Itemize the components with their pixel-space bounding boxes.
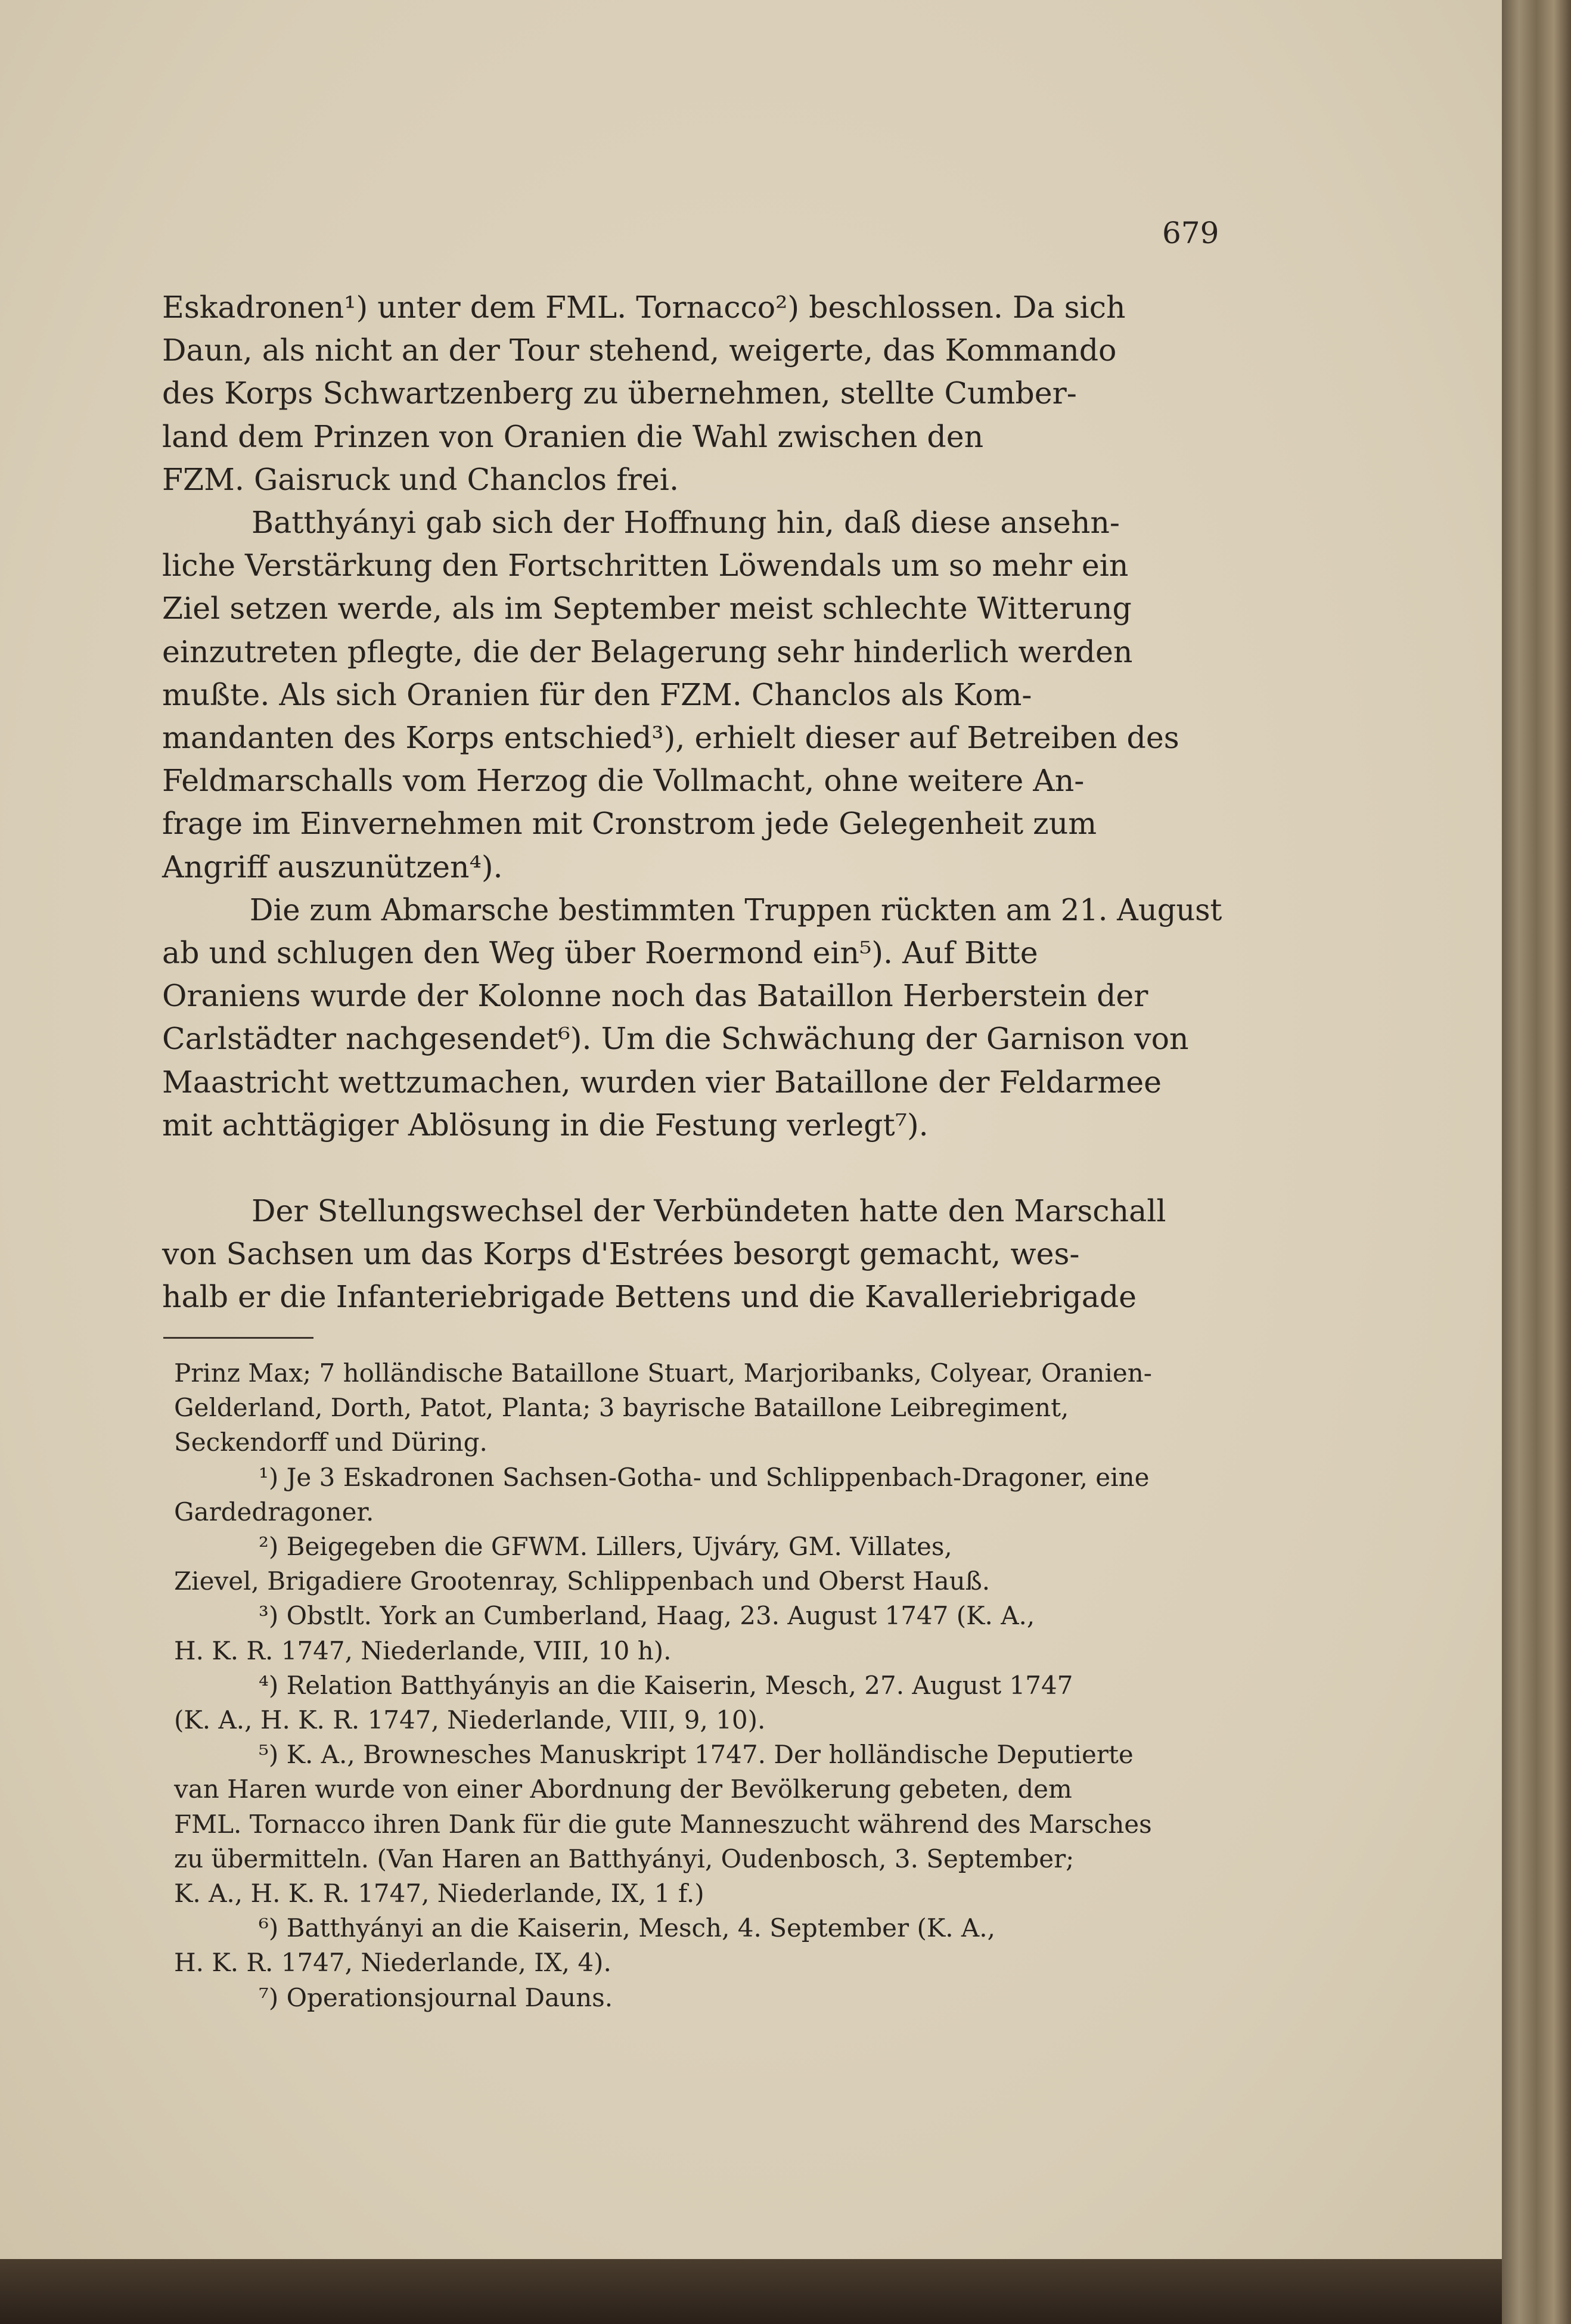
body-line: Oraniens wurde der Kolonne noch das Bataillon Herberstein der — [162, 978, 1148, 1014]
body-line: mandanten des Korps entschied³), erhielt dieser auf Betreiben des — [162, 720, 1179, 756]
page-number: 679 — [1162, 216, 1219, 250]
body-line: liche Verstärkung den Fortschritten Löwendals um so mehr ein — [162, 548, 1129, 584]
footnote-line: ⁴) Relation Batthyányis an die Kaiserin, Mesch, 27. August 1747 — [259, 1670, 1073, 1700]
main-text — [162, 286, 1224, 1319]
body-line: land dem Prinzen von Oranien die Wahl zwischen den — [162, 418, 984, 454]
footnote-line: ⁷) Operationsjournal Dauns. — [259, 1982, 613, 2012]
book-bottom-shadow — [0, 2259, 1502, 2324]
footnote-line: ⁵) K. A., Brownesches Manuskript 1747. Der holländische Deputierte — [259, 1740, 1134, 1770]
body-line: Maastricht wettzumachen, wurden vier Bataillone der Feldarmee — [162, 1064, 1162, 1100]
footnote-line: K. A., H. K. R. 1747, Niederlande, IX, 1 f.) — [174, 1879, 704, 1909]
body-line: Daun, als nicht an der Tour stehend, weigerte, das Kommando — [162, 333, 1117, 368]
footnotes — [174, 1356, 1241, 2015]
body-line: Die zum Abmarsche bestimmten Truppen rückten am 21. August — [249, 892, 1222, 927]
footnote-line: Gardedragoner. — [174, 1497, 374, 1526]
footnote-line: H. K. R. 1747, Niederlande, IX, 4). — [174, 1948, 611, 1978]
footnote-line: Prinz Max; 7 holländische Bataillone Stuart, Marjoribanks, Colyear, Oranien- — [174, 1358, 1152, 1388]
section-gap — [162, 1147, 1224, 1190]
body-line: mit achttägiger Ablösung in die Festung verlegt⁷). — [162, 1107, 929, 1143]
footnote-line: zu übermitteln. (Van Haren an Batthyányi, Oudenbosch, 3. September; — [174, 1844, 1075, 1873]
body-line: einzutreten pflegte, die der Belagerung sehr hinderlich werden — [162, 634, 1133, 669]
body-line: halb er die Infanteriebrigade Bettens und die Kavalleriebrigade — [162, 1279, 1137, 1315]
footnote-line: ²) Beigegeben die GFWM. Lillers, Ujváry, GM. Villates, — [259, 1532, 952, 1562]
body-line: Batthyányi gab sich der Hoffnung hin, daß diese ansehn- — [252, 505, 1120, 541]
body-line: frage im Einvernehmen mit Cronstrom jede Gelegenheit zum — [162, 806, 1097, 842]
body-line: des Korps Schwartzenberg zu übernehmen, stellte Cumber- — [162, 376, 1077, 411]
footnote-line: ⁶) Batthyányi an die Kaiserin, Mesch, 4. September (K. A., — [259, 1913, 995, 1943]
footnote-line: (K. A., H. K. R. 1747, Niederlande, VIII, 9, 10). — [174, 1705, 766, 1735]
body-line: FZM. Gaisruck und Chanclos frei. — [162, 461, 679, 497]
body-line: Der Stellungswechsel der Verbündeten hatte den Marschall — [252, 1193, 1166, 1229]
body-line: Feldmarschalls vom Herzog die Vollmacht, ohne weitere An- — [162, 763, 1085, 799]
book-page-edge — [1502, 0, 1571, 2324]
body-line: Eskadronen¹) unter dem FML. Tornacco²) beschlossen. Da sich — [162, 290, 1126, 325]
body-line: Ziel setzen werde, als im September meist schlechte Witterung — [162, 591, 1132, 626]
footnote-line: ³) Obstlt. York an Cumberland, Haag, 23. August 1747 (K. A., — [259, 1601, 1035, 1631]
body-line: mußte. Als sich Oranien für den FZM. Chanclos als Kom- — [162, 677, 1032, 712]
body-line: Carlstädter nachgesendet⁶). Um die Schwächung der Garnison von — [162, 1021, 1189, 1057]
body-line: von Sachsen um das Korps d'Estrées besorgt gemacht, wes- — [162, 1236, 1080, 1272]
footnote-line: H. K. R. 1747, Niederlande, VIII, 10 h). — [174, 1636, 672, 1665]
body-line: ab und schlugen den Weg über Roermond ein⁵). Auf Bitte — [162, 935, 1038, 971]
footnote-line: Seckendorff und Düring. — [174, 1428, 488, 1457]
footnote-line: Zievel, Brigadiere Grootenray, Schlippenbach und Oberst Hauß. — [174, 1566, 991, 1596]
body-line: Angriff auszunützen⁴). — [162, 849, 503, 885]
footnote-line: van Haren wurde von einer Abordnung der Bevölkerung gebeten, dem — [174, 1774, 1072, 1804]
footnote-divider — [163, 1337, 313, 1339]
footnote-line: FML. Tornacco ihren Dank für die gute Manneszucht während des Marsches — [174, 1809, 1152, 1839]
footnote-line: ¹) Je 3 Eskadronen Sachsen-Gotha- und Schlippenbach-Dragoner, eine — [259, 1462, 1150, 1492]
footnote-line: Gelderland, Dorth, Patot, Planta; 3 bayrische Bataillone Leibregiment, — [174, 1393, 1069, 1423]
